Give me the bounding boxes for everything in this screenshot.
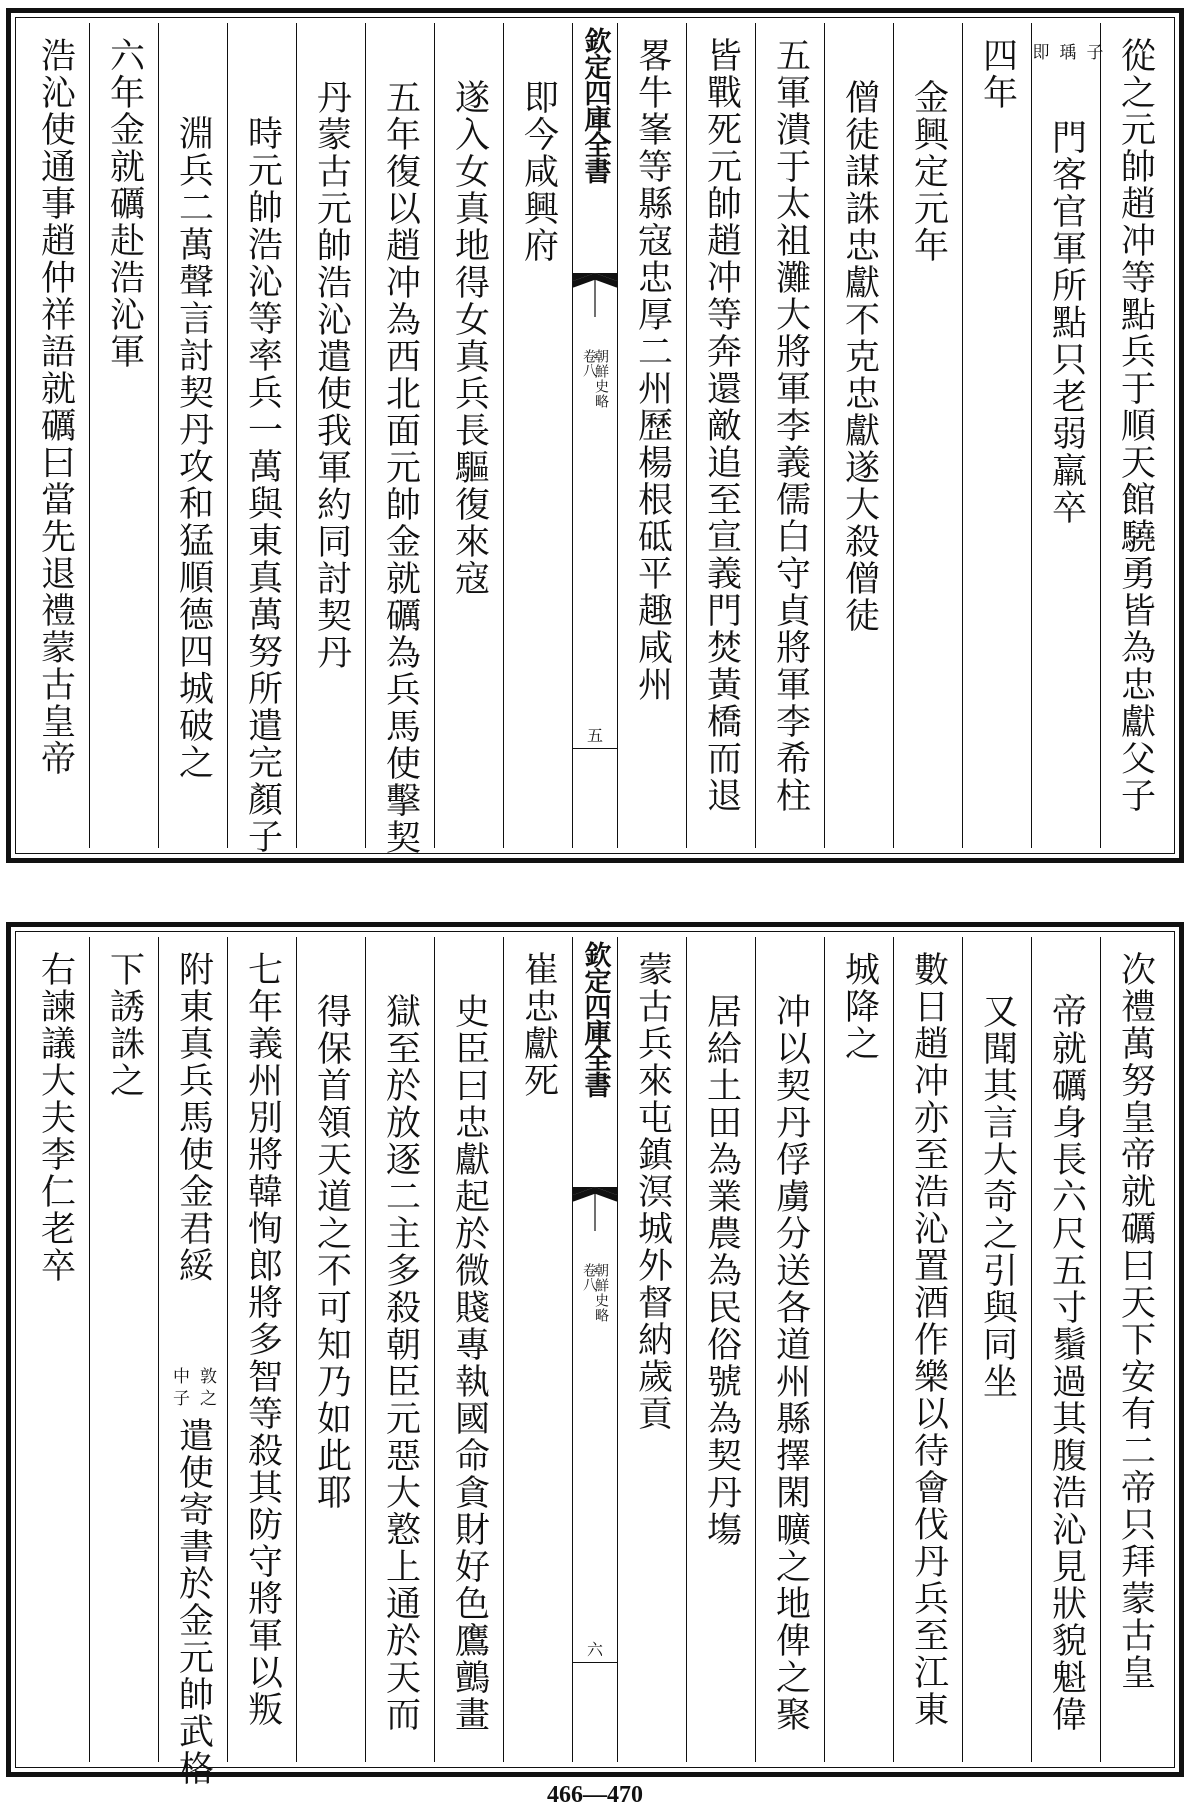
column-text: 淵兵二萬聲言討契丹攻和猛順德四城破之: [173, 115, 214, 781]
text-column: [617, 937, 686, 1762]
text-column: [1031, 937, 1100, 1762]
text-column: [503, 23, 572, 848]
column-text: 次禮萬努皇帝就礪曰天下安有二帝只拜蒙古皇: [1115, 951, 1156, 1691]
text-column: [1100, 937, 1169, 1762]
top-page-columns: [21, 23, 1169, 856]
text-column: [962, 23, 1031, 848]
column-text: 皆戰死元帥趙冲等奔還敵追至宣義門焚黃橋而退: [701, 37, 742, 814]
text-column: [686, 23, 755, 848]
column-text: 僧徒謀誅忠獻不克忠獻遂大殺僧徒: [839, 79, 880, 634]
column-text: 城降之: [839, 951, 880, 1062]
text-column: [296, 23, 365, 848]
note-char: 敦: [196, 1367, 216, 1386]
spine-book-title: 朝鮮史略: [593, 1263, 609, 1323]
column-text: 附東真兵馬使金君綏: [173, 951, 214, 1284]
column-text: 帝就礪身長六尺五寸鬚過其腹浩沁見狀貌魁偉: [1046, 993, 1087, 1733]
spine-rule: [573, 1662, 617, 1663]
column-text: 四年: [977, 37, 1018, 111]
note-char: 即: [1028, 43, 1049, 62]
column-text: 畧牛峯等縣寇忠厚二州歷楊根砥平趣咸州: [632, 37, 673, 703]
text-column: [755, 23, 824, 848]
column-text: 浩沁使通事趙仲祥語就礪曰當先退禮蒙古皇帝: [35, 37, 76, 777]
spine-page-number: 五: [586, 726, 604, 745]
column-text: 遣使寄書於金元帥武格: [173, 1417, 214, 1787]
column-text: 右諫議大夫李仁老卒: [35, 951, 76, 1284]
spine-book-title: 朝鮮史略: [593, 349, 609, 409]
text-column: [21, 937, 89, 1762]
column-text: 下誘誅之: [104, 951, 145, 1099]
column-text: 又聞其言大奇之引與同坐: [977, 993, 1018, 1400]
bottom-page-columns: [21, 937, 1169, 1787]
note-char: 之: [196, 1389, 216, 1408]
note-char: 瑀: [1055, 43, 1076, 62]
fishtail-mark-icon: [573, 1187, 617, 1231]
text-column: [893, 23, 962, 848]
note-char: 中: [169, 1367, 189, 1386]
text-column: [89, 937, 158, 1762]
column-text: 五年復以趙冲為西北面元帥金就礪為兵馬使擊契: [380, 79, 421, 856]
column-text: 得保首領天道之不可知乃如此耶: [311, 993, 352, 1511]
column-text: 六年金就礪赴浩沁軍: [104, 37, 145, 370]
text-column: [617, 23, 686, 848]
column-text: 從之元帥趙冲等點兵于順天館驍勇皆為忠獻父子: [1115, 37, 1156, 814]
text-column: [365, 937, 434, 1762]
inline-note: [167, 1389, 219, 1408]
text-column: [824, 937, 893, 1762]
text-column: [1028, 23, 1103, 848]
text-column: [824, 23, 893, 848]
inline-note: [1027, 43, 1106, 62]
column-text: 七年義州別將韓恂郎將多智等殺其防守將軍以叛: [242, 951, 283, 1728]
text-column: [434, 937, 503, 1762]
note-char: 子: [169, 1389, 189, 1408]
spine-volume: 卷八: [581, 1263, 597, 1291]
text-column: [158, 23, 227, 848]
text-column: [89, 23, 158, 848]
bottom-page: [6, 922, 1184, 1787]
fishtail-mark-icon: [573, 273, 617, 317]
spine-page-number: 六: [586, 1640, 604, 1659]
column-text: 門客官軍所點只老弱羸卒: [1046, 119, 1087, 526]
top-page: [6, 8, 1184, 863]
page-range-footer: 466—470: [547, 1782, 643, 1808]
column-text: 冲以契丹俘虜分送各道州縣擇閑曠之地俾之聚: [770, 993, 811, 1733]
column-text: 崔忠獻死: [518, 951, 559, 1099]
inline-note: [167, 1367, 219, 1386]
text-column: [434, 23, 503, 848]
text-column: [686, 937, 755, 1762]
column-text: 即今咸興府: [518, 79, 559, 264]
text-column: [755, 937, 824, 1762]
text-column: [296, 937, 365, 1762]
spine-title: 欽定四庫全書: [579, 941, 611, 1097]
spine-volume: 卷八: [581, 349, 597, 377]
center-spine: [572, 937, 617, 1762]
note-char: 子: [1082, 43, 1103, 62]
column-text: 數日趙冲亦至浩沁置酒作樂以待會伐丹兵至江東: [908, 951, 949, 1728]
column-text: 居給土田為業農為民俗號為契丹塲: [701, 993, 742, 1548]
column-text: 時元帥浩沁等率兵一萬與東真萬努所遣完顏子: [242, 115, 283, 855]
column-text: 蒙古兵來屯鎮溟城外督納歲貢: [632, 951, 673, 1432]
column-text: 獄至於放逐二主多殺朝臣元惡大憝上通於天而: [380, 993, 421, 1733]
column-text: 金興定元年: [908, 79, 949, 264]
text-column: [158, 937, 227, 1787]
column-text: 史臣曰忠獻起於微賤專執國命貪財好色鷹鸇畫: [449, 993, 490, 1733]
text-column: [365, 23, 434, 856]
text-column: [227, 937, 296, 1762]
column-text: 丹蒙古元帥浩沁遣使我軍約同討契丹: [311, 79, 352, 671]
spine-rule: [573, 748, 617, 749]
text-column: [1100, 23, 1169, 848]
text-column: [893, 937, 962, 1762]
text-column: [21, 23, 89, 848]
text-column: [503, 937, 572, 1762]
column-text: 五軍潰于太祖灘大將軍李義儒白守貞將軍李希柱: [770, 37, 811, 814]
spine-title: 欽定四庫全書: [579, 27, 611, 183]
center-spine: [572, 23, 617, 848]
text-column: [227, 23, 296, 855]
column-text: 遂入女真地得女真兵長驅復來寇: [449, 79, 490, 597]
text-column: [962, 937, 1031, 1762]
